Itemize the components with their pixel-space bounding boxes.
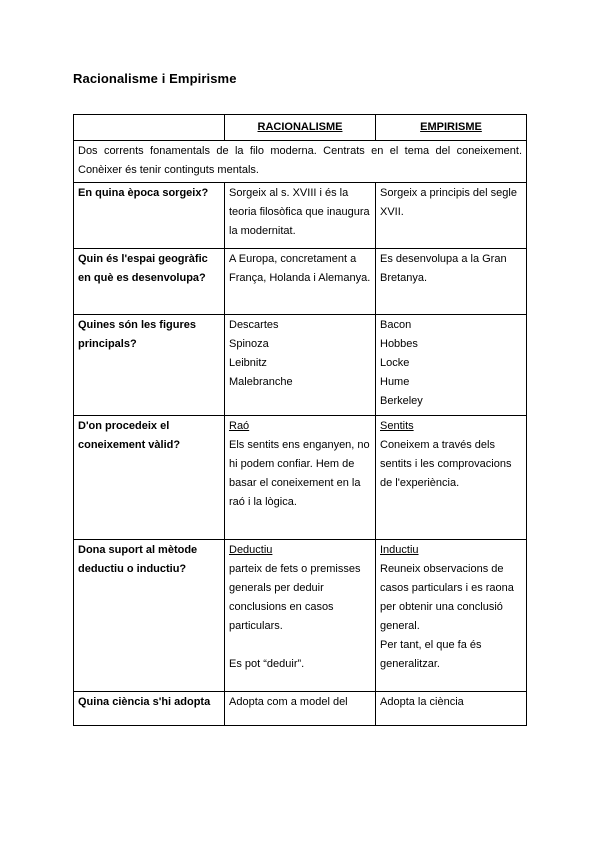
question-cell: Dona suport al mètode deductiu o inductiu? [74,540,225,692]
racionalisme-cell [225,540,376,692]
empirisme-cell: Sorgeix a principis del segle XVII. [376,183,527,249]
page-title: Racionalisme i Empirisme [73,71,237,86]
figure-name: Bacon [380,319,412,331]
racionalisme-cell: A Europa, concretament a França, Holanda i Alemanya. [225,249,376,315]
question-cell: Quin és l'espai geogràfic en què es desenvolupa? [74,249,225,315]
cell-text: parteix de fets o premisses generals per deduir conclusions en casos particulars. [229,563,361,632]
cell-text: Reuneix observacions de casos particulars i es raona per obtenir una conclusió general. [380,563,514,632]
comparison-table [73,114,527,726]
cell-text: Coneixem a través dels sentits i les comprovacions de l'experiència. [380,439,512,489]
racionalisme-cell: Adopta com a model del [225,692,376,726]
question-cell: En quina època sorgeix? [74,183,225,249]
table-row [74,692,527,726]
question-cell: D'on procedeix el coneixement vàlid? [74,416,225,540]
figure-name: Hume [380,376,410,388]
question-cell: Quines són les figures principals? [74,315,225,416]
table-row [74,540,527,692]
racionalisme-cell [225,416,376,540]
figure-name: Locke [380,357,410,369]
header-empirisme: EMPIRISME [376,115,527,141]
question-cell: Quina ciència s'hi adopta [74,692,225,726]
header-racionalisme: RACIONALISME [225,115,376,141]
figure-name: Hobbes [380,338,418,350]
empirisme-cell [376,315,527,416]
cell-extra-text: Per tant, el que fa és generalitzar. [380,639,482,670]
racionalisme-cell: Sorgeix al s. XVIII i és la teoria filosòfica que inaugura la modernitat. [225,183,376,249]
figure-name: Malebranche [229,376,293,388]
racionalisme-cell [225,315,376,416]
table-row [74,183,527,249]
cell-heading: Raó [229,420,250,432]
header-empty-cell [74,115,225,141]
empirisme-cell: Adopta la ciència [376,692,527,726]
cell-heading: Inductiu [380,544,419,556]
table-row [74,249,527,315]
figure-name: Descartes [229,319,279,331]
figure-name: Berkeley [380,395,423,407]
table-row [74,315,527,416]
empirisme-cell [376,416,527,540]
figure-name: Leibnitz [229,357,267,369]
intro-row [74,141,527,183]
header-row [74,115,527,141]
cell-text: Els sentits ens enganyen, no hi podem confiar. Hem de basar el coneixement en la raó i la lògica. [229,439,370,508]
figure-name: Spinoza [229,338,269,350]
cell-extra-text: Es pot “deduir”. [229,658,305,670]
empirisme-cell [376,540,527,692]
table-row [74,416,527,540]
cell-heading: Sentits [380,420,414,432]
empirisme-cell: Es desenvolupa a la Gran Bretanya. [376,249,527,315]
cell-heading: Deductiu [229,544,273,556]
intro-text: Dos corrents fonamentals de la filo moderna. Centrats en el tema del coneixement. Conèixer és tenir continguts mentals. [74,141,527,183]
